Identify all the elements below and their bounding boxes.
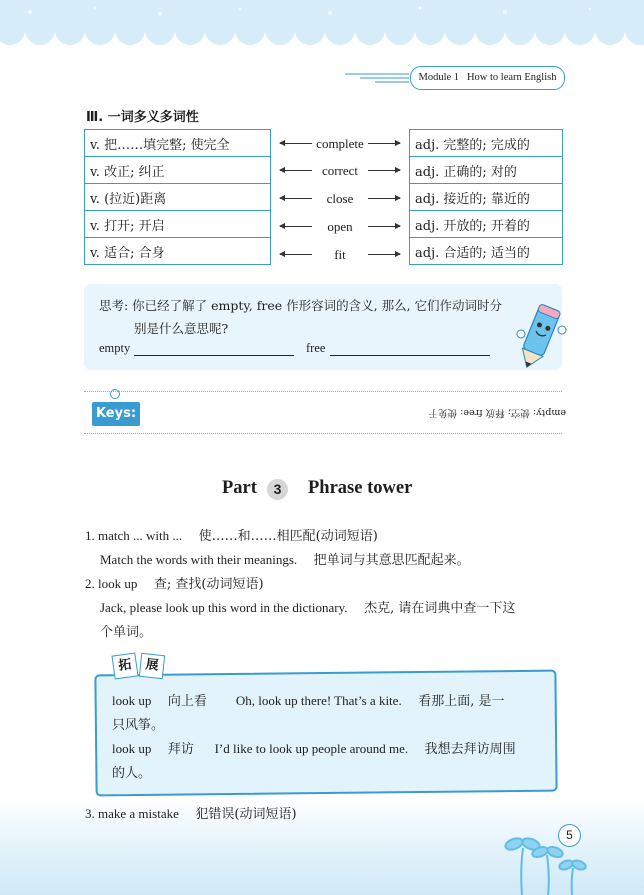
module-label: Module 1 <box>418 72 460 83</box>
left-arrow-icon <box>280 226 312 227</box>
table-row <box>410 157 563 184</box>
phrase-meaning: 查; 查找(动词短语) <box>153 577 264 592</box>
table-row <box>85 211 271 238</box>
table-row <box>410 238 563 265</box>
verb-cell: v. (拉近)距离 <box>85 184 271 211</box>
table-row <box>410 184 563 211</box>
section-title: Ⅲ. 一词多义多词性 <box>86 110 199 125</box>
dotted-divider <box>84 391 562 392</box>
pencil-mascot-icon <box>512 300 568 374</box>
example-zh: 把单词与其意思匹配起来。 <box>313 553 470 568</box>
example-sentence-continued: 个单词。 <box>100 625 153 640</box>
adj-cell: adj. 完整的; 完成的 <box>410 130 563 157</box>
example-en: Jack, please look up this word in the dictionary. <box>100 600 348 615</box>
expand-item-continued: 只风筝。 <box>112 718 165 733</box>
expand-phrase: look up <box>112 693 152 708</box>
right-arrow-icon <box>368 143 400 144</box>
top-decorative-band <box>0 0 644 50</box>
free-answer-blank[interactable] <box>330 355 490 356</box>
expand-tag-1: 拓 <box>111 652 138 679</box>
expand-item <box>112 690 505 709</box>
right-arrow-icon <box>368 198 400 199</box>
expand-tag-2: 展 <box>139 653 165 679</box>
table-row <box>410 130 563 157</box>
empty-blank-label: empty <box>99 341 131 355</box>
expand-example-zh: 我想去拜访周围 <box>424 742 516 757</box>
phrase-text: match ... with ... <box>98 528 183 543</box>
word-label: open <box>327 219 353 234</box>
word-arrow-row <box>280 242 400 268</box>
right-arrow-icon <box>368 226 400 227</box>
table-row <box>85 184 271 211</box>
part-number-badge: 3 <box>267 479 288 500</box>
adj-cell: adj. 合适的; 适当的 <box>410 238 563 265</box>
phrase-text: look up <box>98 576 138 591</box>
phrase-number: 1. <box>85 528 98 543</box>
verb-meaning-table <box>84 129 271 265</box>
phrase-meaning: 使……和……相匹配(动词短语) <box>198 529 378 544</box>
word-label: fit <box>334 247 346 262</box>
phrase-meaning: 犯错误(动词短语) <box>195 807 297 822</box>
left-arrow-icon <box>280 254 312 255</box>
example-sentence <box>100 597 515 616</box>
expand-example-en: I’d like to look up people around me. <box>214 741 409 756</box>
verb-cell: v. 改正; 纠正 <box>85 157 271 184</box>
word-arrow-row <box>280 131 400 157</box>
expand-example-zh: 看那上面, 是一 <box>418 694 505 709</box>
expand-example-en: Oh, look up there! That’s a kite. <box>235 693 402 708</box>
verb-cell: v. 打开; 开启 <box>85 211 271 238</box>
adj-cell: adj. 开放的; 开着的 <box>410 211 563 238</box>
table-row <box>85 157 271 184</box>
word-arrow-row <box>280 158 400 184</box>
phrase-item <box>85 525 378 544</box>
expand-item-continued: 的人。 <box>112 766 152 781</box>
part-name: Phrase tower <box>308 478 413 498</box>
left-arrow-icon <box>280 143 312 144</box>
example-sentence <box>100 549 470 568</box>
table-row <box>410 211 563 238</box>
page-number: 5 <box>558 824 581 847</box>
expand-box <box>94 670 557 797</box>
table-row <box>85 238 271 265</box>
expand-item <box>112 738 516 757</box>
free-blank-label: free <box>306 341 326 355</box>
word-label: close <box>326 191 354 206</box>
adj-cell: adj. 正确的; 对的 <box>410 157 563 184</box>
word-label: complete <box>316 136 364 151</box>
word-arrow-row <box>280 186 400 212</box>
empty-answer-blank[interactable] <box>134 355 294 356</box>
module-title: How to learn English <box>466 72 557 83</box>
left-arrow-icon <box>280 170 312 171</box>
right-arrow-icon <box>368 254 400 255</box>
phrase-number: 3. <box>85 806 98 821</box>
keys-answer-upside-down: empty: 使空; 释放 free: 使免于 <box>428 407 566 418</box>
phrase-item <box>85 573 264 592</box>
module-header <box>410 66 565 90</box>
table-row <box>85 130 271 157</box>
phrase-text: make a mistake <box>98 806 179 821</box>
keys-hanger-icon <box>110 389 120 399</box>
adjective-meaning-table <box>409 129 563 265</box>
part-title: Part <box>222 478 257 498</box>
think-question-line2: 别是什么意思呢? <box>134 321 229 336</box>
think-question-line1: 思考: 你已经了解了 empty, free 作形容词的含义, 那么, 它们作动词时分 <box>99 298 503 313</box>
left-arrow-icon <box>280 198 312 199</box>
dotted-divider <box>84 433 562 434</box>
word-arrow-row <box>280 214 400 240</box>
expand-meaning: 拜访 <box>167 742 194 757</box>
example-en: Match the words with their meanings. <box>100 552 298 567</box>
verb-cell: v. 适合; 合身 <box>85 238 271 265</box>
example-zh: 杰克, 请在词典中查一下这 <box>364 601 516 616</box>
keys-label: Keys: <box>92 402 140 426</box>
right-arrow-icon <box>368 170 400 171</box>
word-label: correct <box>321 163 359 178</box>
adj-cell: adj. 接近的; 靠近的 <box>410 184 563 211</box>
verb-cell: v. 把……填完整; 使完全 <box>85 130 271 157</box>
phrase-item <box>85 803 297 822</box>
phrase-number: 2. <box>85 576 98 591</box>
expand-meaning: 向上看 <box>167 694 207 709</box>
expand-phrase: look up <box>112 741 152 756</box>
